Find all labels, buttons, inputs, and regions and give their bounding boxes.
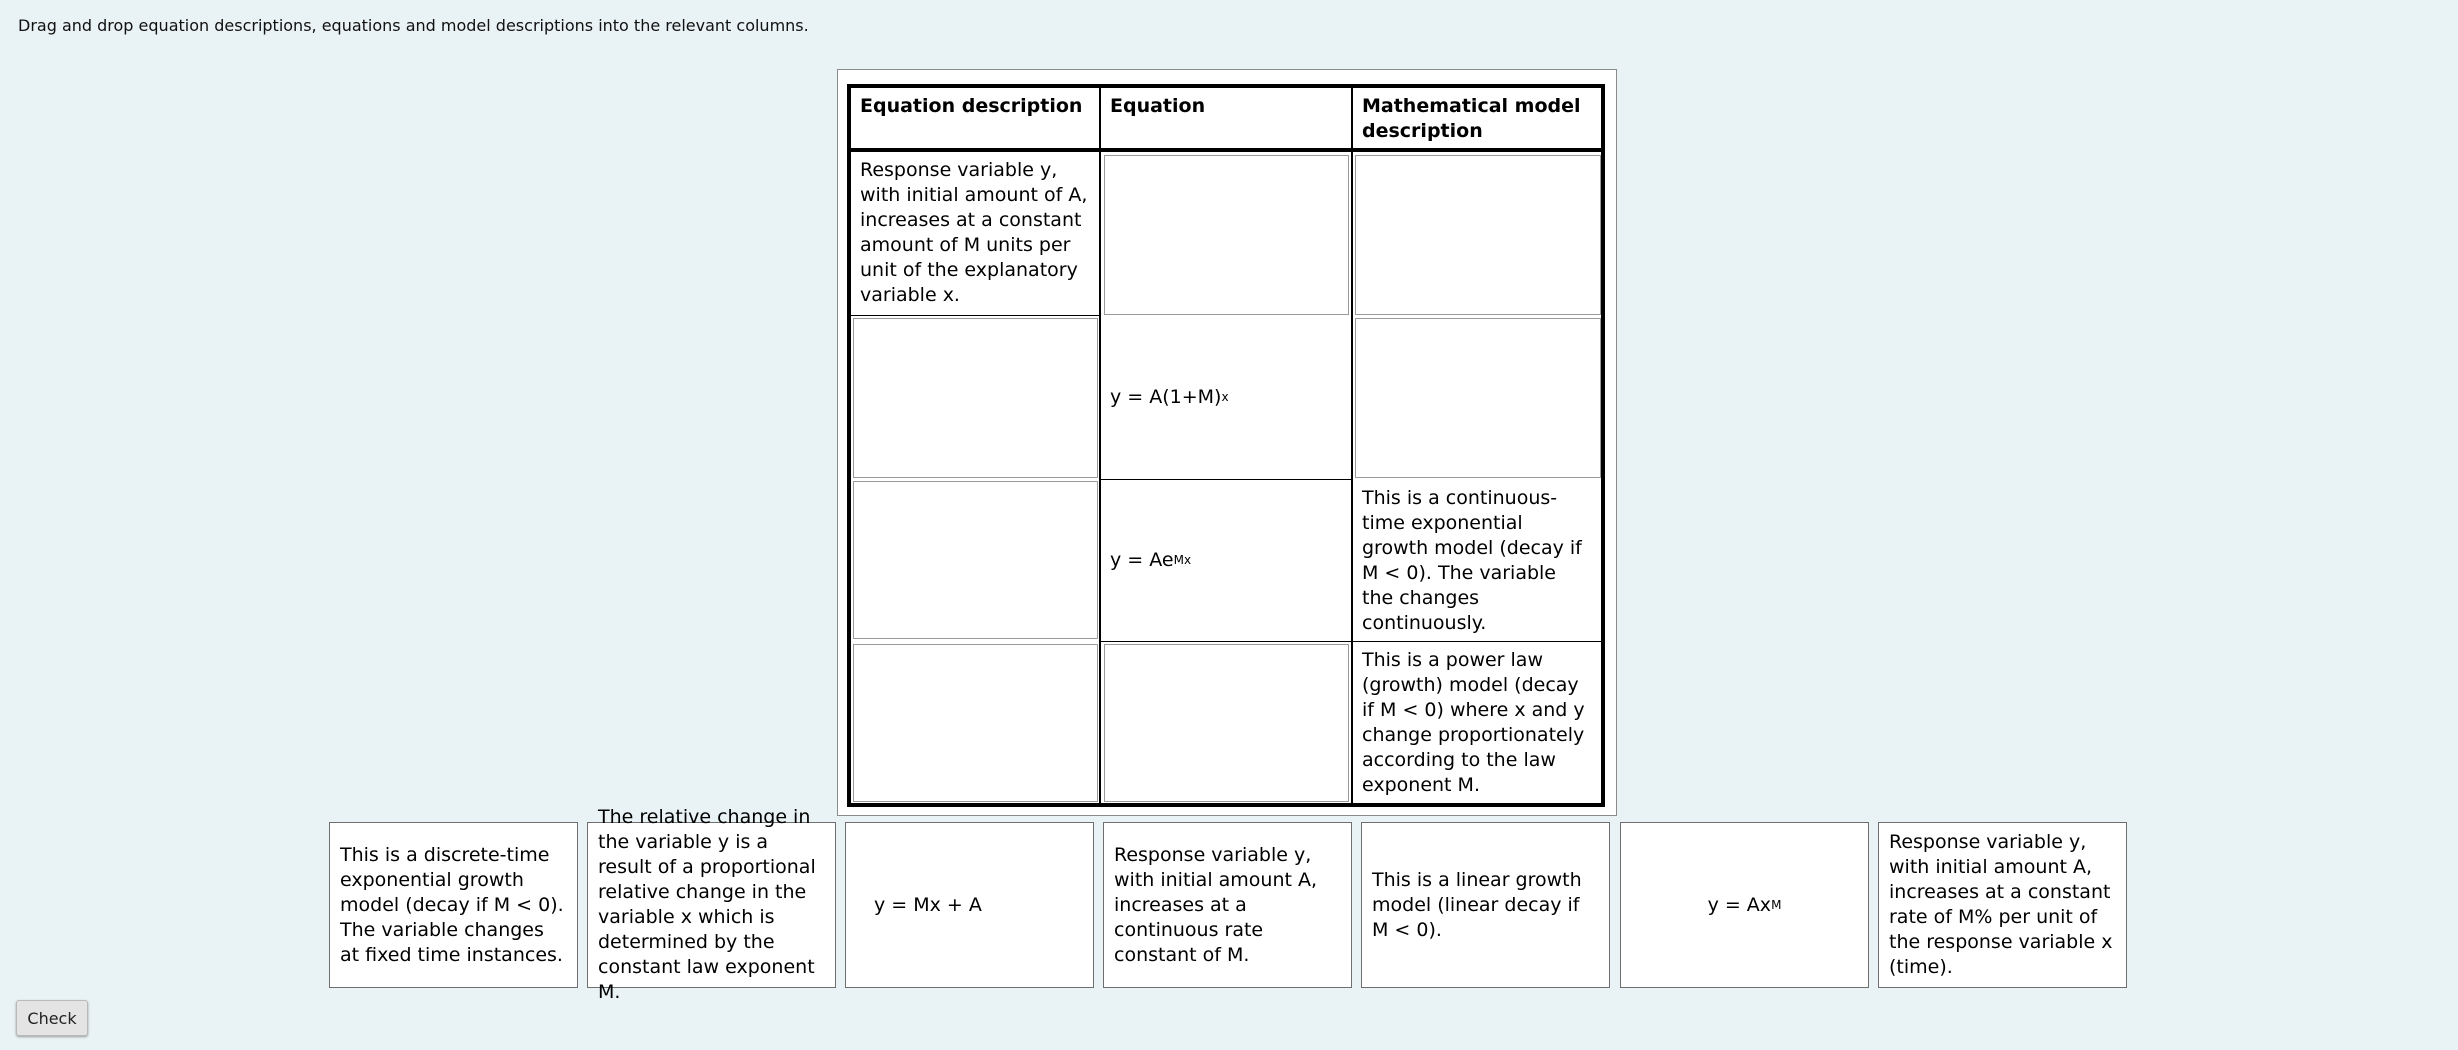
header-equation-description: Equation description — [851, 88, 1099, 152]
matching-table — [837, 69, 1617, 816]
draggable-card[interactable]: The relative change in the variable y is a result of a proportional relative change in the variable x which is determined by the constant law exponent M. — [587, 822, 836, 988]
row3-equation — [1101, 480, 1351, 642]
header-model-description: Mathematical model description — [1353, 88, 1601, 152]
card-equation-exponent: M — [1771, 897, 1782, 912]
row2-equation-base: y = A(1+M) — [1110, 386, 1222, 408]
drop-zone-row4-description[interactable] — [853, 644, 1098, 802]
draggable-card[interactable]: y = Mx + A — [845, 822, 1094, 988]
draggable-card[interactable]: Response variable y, with initial amount A, increases at a continuous rate constant of M. — [1103, 822, 1352, 988]
row3-model-description: This is a continuous-time exponential growth model (decay if M < 0). The variable the changes continuously. — [1353, 480, 1601, 642]
card-equation-base: y = Ax — [1707, 893, 1772, 916]
drop-zone-row2-model[interactable] — [1355, 318, 1601, 478]
drop-zone-row1-equation[interactable] — [1104, 155, 1349, 315]
draggable-card[interactable]: Response variable y, with initial amount A, increases at a constant rate of M% per unit of the response variable x (time). — [1878, 822, 2127, 988]
drop-zone-row2-description[interactable] — [853, 318, 1098, 478]
row3-equation-exponent: Mx — [1173, 553, 1192, 567]
row2-equation-exponent: x — [1221, 390, 1229, 404]
matching-grid — [847, 84, 1605, 807]
draggable-card[interactable]: This is a linear growth model (linear decay if M < 0). — [1361, 822, 1610, 988]
draggable-card[interactable]: This is a discrete-time exponential growth model (decay if M < 0). The variable changes at fixed time instances. — [329, 822, 578, 988]
draggable-card[interactable] — [1620, 822, 1869, 988]
row3-equation-base: y = Ae — [1110, 549, 1174, 571]
row1-equation-description: Response variable y, with initial amount of A, increases at a constant amount of M units per unit of the explanatory variable x. — [851, 152, 1099, 316]
drop-zone-row1-model[interactable] — [1355, 155, 1601, 315]
drop-zone-row4-equation[interactable] — [1104, 644, 1349, 802]
row2-equation — [1101, 316, 1351, 480]
drop-zone-row3-description[interactable] — [853, 481, 1098, 639]
header-equation: Equation — [1101, 88, 1351, 152]
check-button[interactable]: Check — [16, 1000, 88, 1036]
instructions-text: Drag and drop equation descriptions, equations and model descriptions into the relevant columns. — [18, 16, 809, 35]
row4-model-description: This is a power law (growth) model (decay if M < 0) where x and y change proportionately according to the law exponent M. — [1362, 649, 1585, 796]
